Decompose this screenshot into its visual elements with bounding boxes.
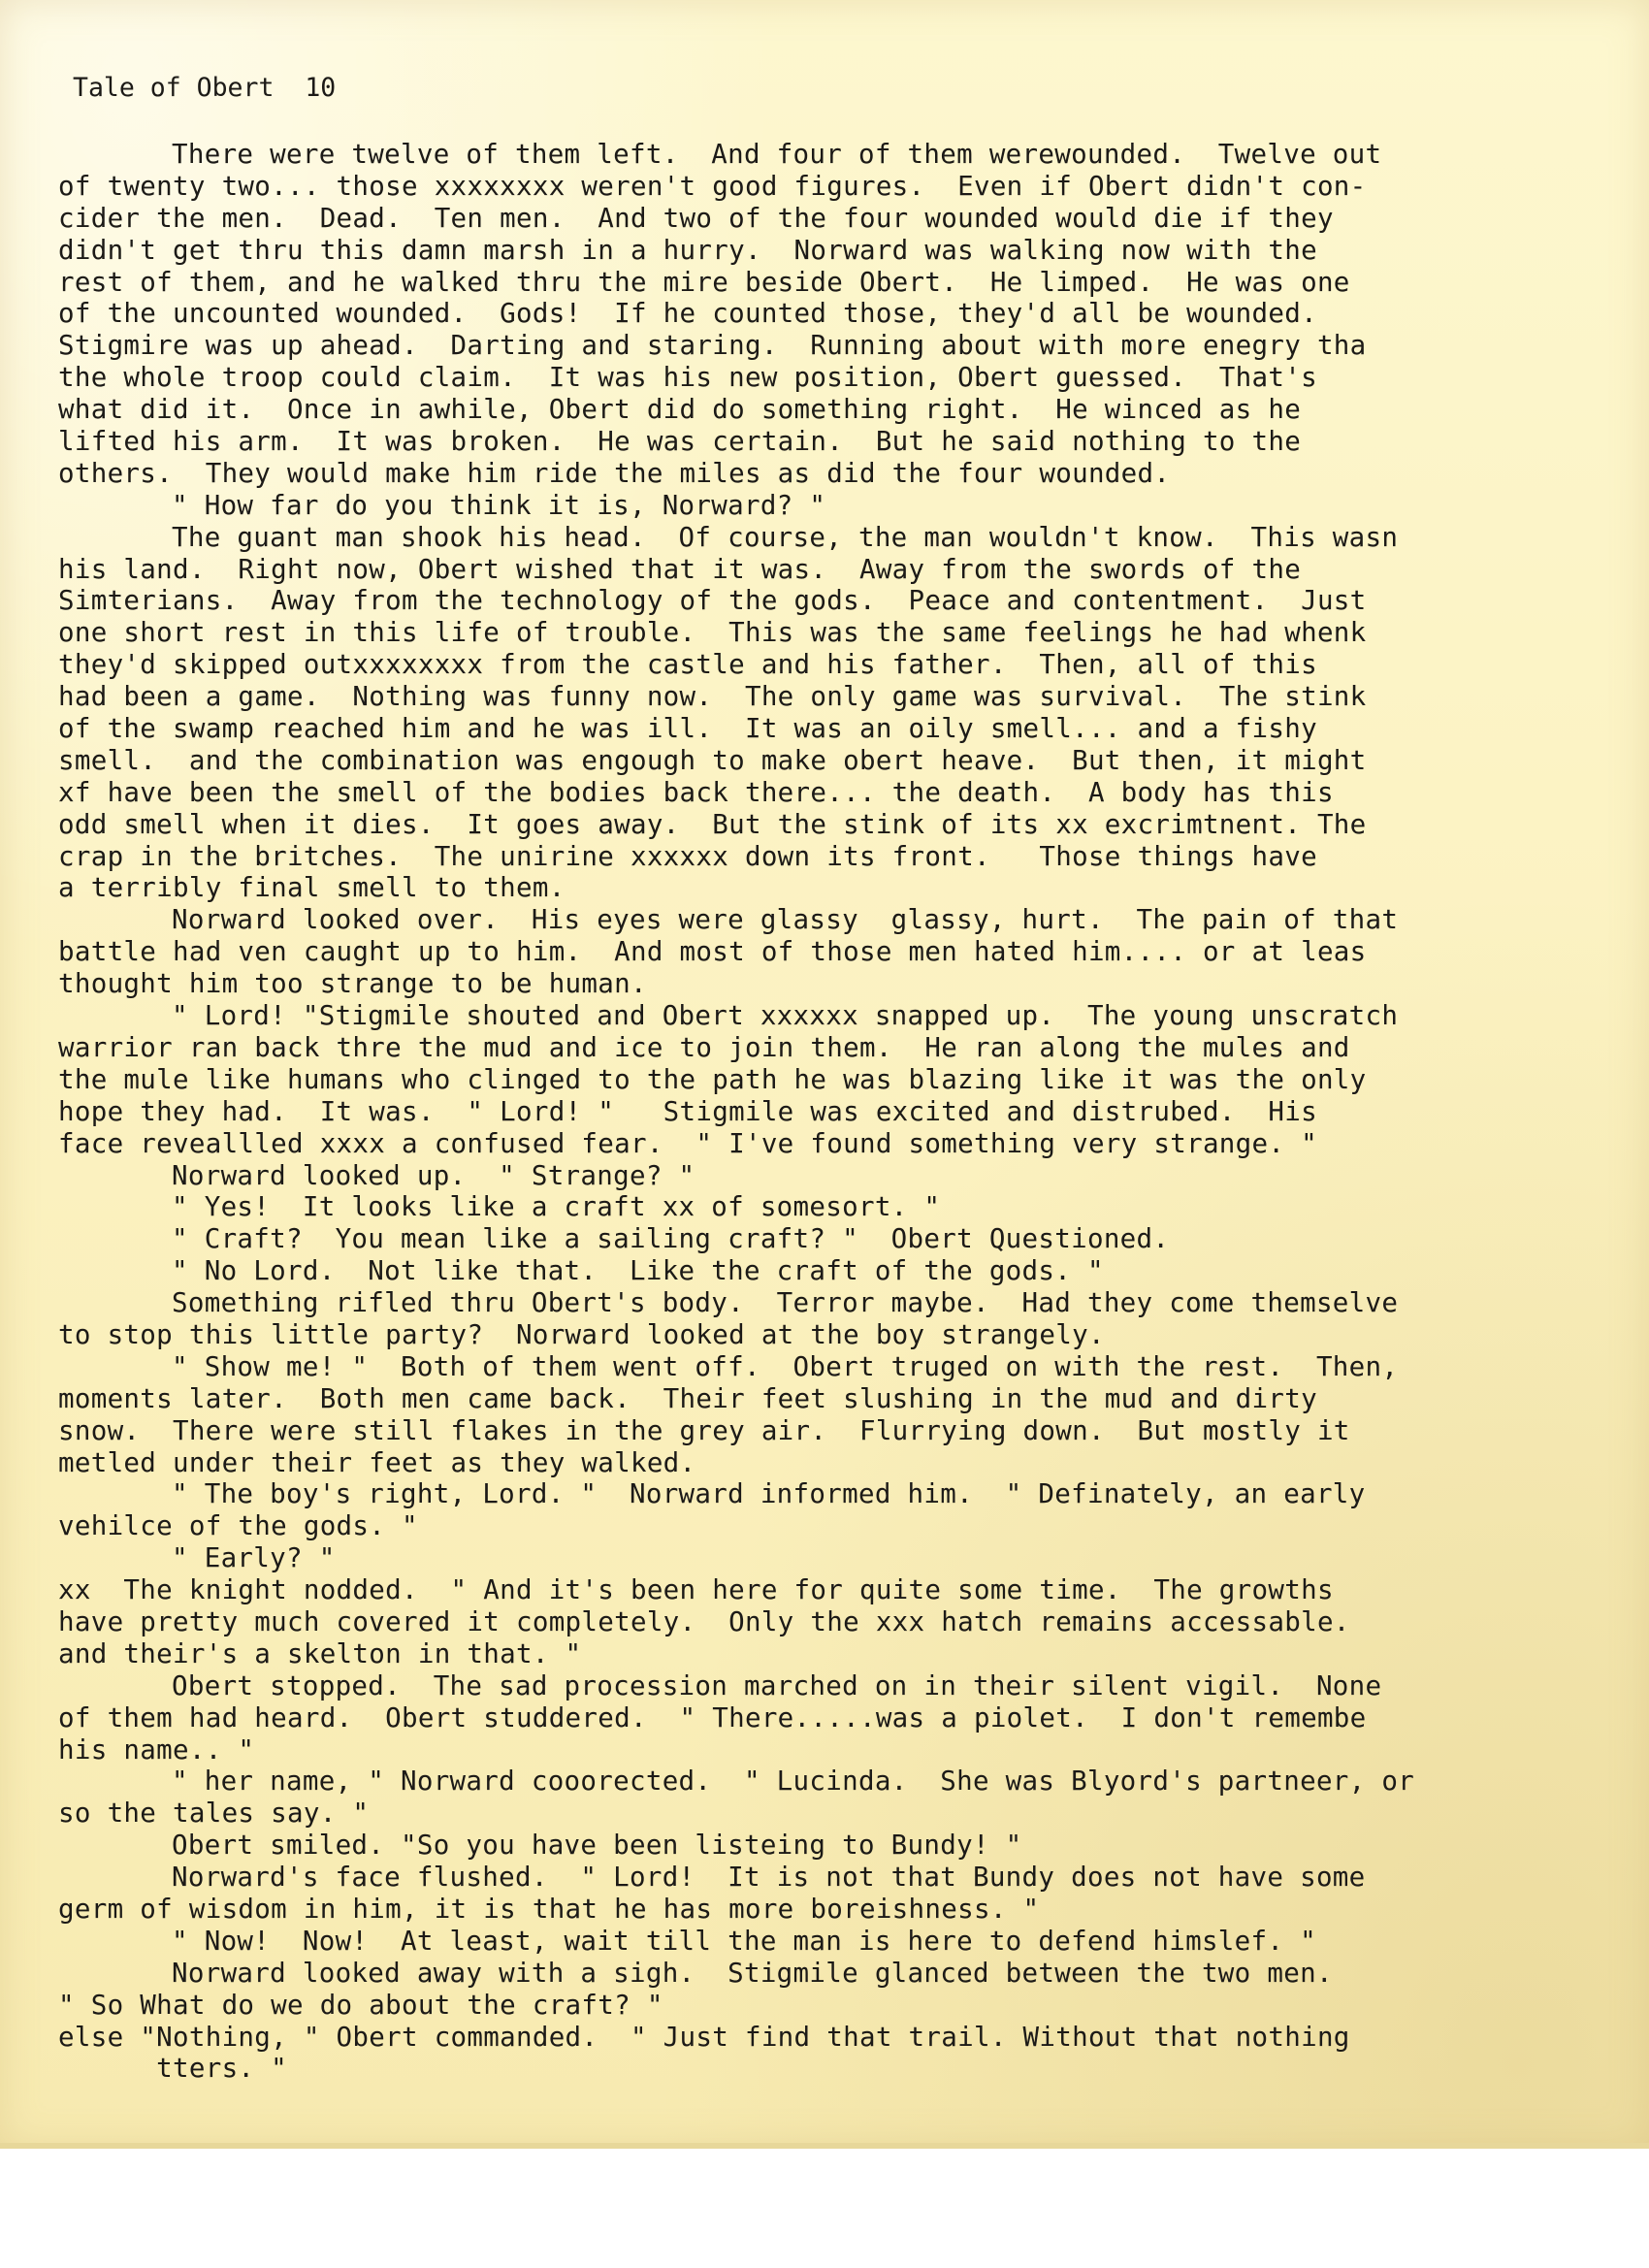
text-line: " How far do you think it is, Norward? "	[172, 489, 826, 521]
text-line: of the swamp reached him and he was ill. It was an oily smell... and a fishy	[58, 713, 1317, 745]
text-line: Obert stopped. The sad procession marched on in their silent vigil. None	[172, 1669, 1382, 1701]
text-line: " The boy's right, Lord. " Norward informed him. " Definately, an early	[172, 1478, 1366, 1510]
text-line: There were twelve of them left. And four of them werewounded. Twelve out	[172, 139, 1382, 170]
text-line: thought him too strange to be human.	[58, 968, 647, 1000]
text-line: snow. There were still flakes in the grey air. Flurrying down. But mostly it	[58, 1414, 1350, 1446]
text-line: Norward's face flushed. " Lord! It is not that Bundy does not have some	[172, 1862, 1366, 1894]
text-line: Norward looked over. His eyes were glassy glassy, hurt. The pain of that	[172, 904, 1399, 936]
text-line: Norward looked away with a sigh. Stigmile glanced between the two men.	[172, 1957, 1333, 1989]
text-line: of them had heard. Obert studdered. " There.....was a piolet. I don't remembe	[58, 1701, 1367, 1733]
text-line: metled under their feet as they walked.	[58, 1446, 696, 1478]
text-line: rest of them, and he walked thru the mire beside Obert. He limped. He was one	[58, 266, 1350, 298]
text-line: smell. and the combination was engough to make obert heave. But then, it might	[58, 744, 1367, 776]
text-line: else "Nothing, " Obert commanded. " Just find that trail. Without that nothing	[58, 2021, 1350, 2053]
text-line: vehilce of the gods. "	[58, 1510, 418, 1542]
text-line: " Show me! " Both of them went off. Obert truged on with the rest. Then,	[172, 1350, 1399, 1382]
text-line: " Early? "	[172, 1542, 336, 1574]
text-line: " Now! Now! At least, wait till the man is here to defend himslef. "	[172, 1925, 1316, 1957]
text-line: of the uncounted wounded. Gods! If he counted those, they'd all be wounded.	[58, 298, 1317, 330]
text-line: Stigmire was up ahead. Darting and staring. Running about with more enegry tha	[58, 330, 1367, 362]
text-line: moments later. Both men came back. Their feet slushing in the mud and dirty	[58, 1382, 1317, 1414]
text-line: of twenty two... those xxxxxxxx weren't good figures. Even if Obert didn't con-	[58, 170, 1367, 202]
text-line: his name.. "	[58, 1733, 255, 1766]
text-line: so the tales say. "	[58, 1798, 370, 1830]
text-line: have pretty much covered it completely. Only the xxx hatch remains accessable.	[58, 1605, 1350, 1637]
text-line: germ of wisdom in him, it is that he has more boreishness. "	[58, 1893, 1040, 1925]
text-line: Obert smiled. "So you have been listeing to Bundy! "	[172, 1830, 1022, 1862]
text-line: Simterians. Away from the technology of the gods. Peace and contentment. Just	[58, 585, 1367, 617]
page-bottom-edge	[0, 2143, 1649, 2149]
text-line: hope they had. It was. " Lord! " Stigmile was excited and distrubed. His	[58, 1095, 1317, 1127]
text-line: odd smell when it dies. It goes away. But the stink of its xx excrimtnent. The	[58, 808, 1367, 840]
text-line: Norward looked up. " Strange? "	[172, 1159, 695, 1191]
text-line: lifted his arm. It was broken. He was certain. But he said nothing to the	[58, 426, 1302, 458]
text-line: " her name, " Norward cooorected. " Lucinda. She was Blyord's partneer, or	[172, 1766, 1415, 1798]
text-line: the whole troop could claim. It was his new position, Obert guessed. That's	[58, 362, 1317, 394]
text-line: " Yes! It looks like a craft xx of somesort. "	[172, 1191, 941, 1223]
text-line: The guant man shook his head. Of course, the man wouldn't know. This wasn	[172, 521, 1399, 553]
text-line: battle had ven caught up to him. And most of those men hated him.... or at leas	[58, 936, 1367, 968]
page-header: Tale of Obert 10	[73, 73, 337, 103]
text-line: warrior ran back thre the mud and ice to join them. He ran along the mules and	[58, 1031, 1350, 1063]
text-line: what did it. Once in awhile, Obert did do something right. He winced as he	[58, 394, 1302, 426]
text-line: crap in the britches. The unirine xxxxxx down its front. Those things have	[58, 840, 1317, 872]
text-line: his land. Right now, Obert wished that it was. Away from the swords of the	[58, 553, 1302, 585]
text-line: xf have been the smell of the bodies back there... the death. A body has this	[58, 776, 1334, 808]
text-line: others. They would make him ride the miles as did the four wounded.	[58, 457, 1171, 489]
text-line: cider the men. Dead. Ten men. And two of the four wounded would die if they	[58, 202, 1334, 234]
text-line: they'd skipped outxxxxxxxx from the castle and his father. Then, all of this	[58, 649, 1317, 681]
text-line: Something rifled thru Obert's body. Terror maybe. Had they come themselve	[172, 1287, 1399, 1319]
text-line: xx The knight nodded. " And it's been here for quite some time. The growths	[58, 1574, 1334, 1606]
text-line: " Lord! "Stigmile shouted and Obert xxxxxx snapped up. The young unscratch	[172, 1000, 1399, 1032]
text-line: tters. "	[58, 2053, 287, 2085]
text-line: " Craft? You mean like a sailing craft? " Obert Questioned.	[172, 1223, 1170, 1255]
text-line: one short rest in this life of trouble. This was the same feelings he had whenk	[58, 617, 1367, 649]
text-line: a terribly final smell to them.	[58, 872, 566, 904]
text-line: the mule like humans who clinged to the path he was blazing like it was the only	[58, 1063, 1367, 1095]
text-line: face reveallled xxxx a confused fear. " I've found something very strange. "	[58, 1127, 1317, 1159]
text-line: didn't get thru this damn marsh in a hurry. Norward was walking now with the	[58, 234, 1317, 266]
text-line: to stop this little party? Norward looked at the boy strangely.	[58, 1318, 1105, 1350]
text-line: and their's a skelton in that. "	[58, 1637, 582, 1669]
text-line: " So What do we do about the craft? "	[58, 1989, 663, 2021]
body-text	[58, 139, 1649, 2085]
text-line: had been a game. Nothing was funny now. The only game was survival. The stink	[58, 681, 1367, 713]
text-line: " No Lord. Not like that. Like the craft of the gods. "	[172, 1255, 1104, 1287]
